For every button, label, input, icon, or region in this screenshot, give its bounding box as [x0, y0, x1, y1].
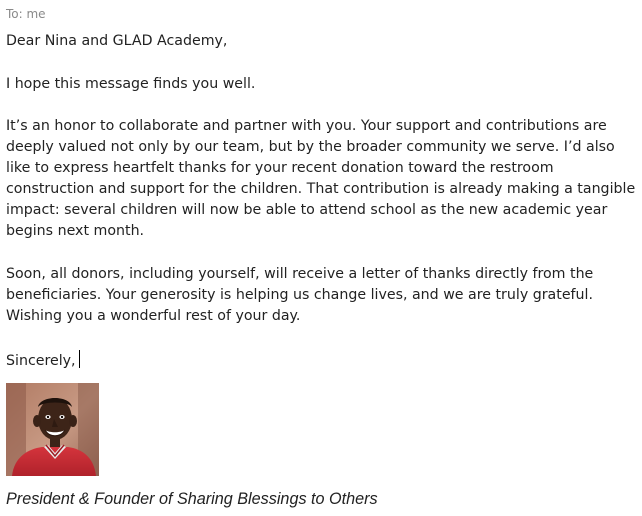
body-paragraph-2: Soon, all donors, including yourself, will receive a letter of thanks directly from the beneficiaries. Your generosity is helping us change lives, and we are truly grateful. Wishing you a wonderful rest of your day.	[6, 266, 594, 324]
intro-paragraph: I hope this message finds you well.	[6, 76, 256, 92]
closing-text: Sincerely,	[6, 353, 76, 369]
signature-title: President & Founder of Sharing Blessings to Others	[6, 490, 378, 508]
greeting: Dear Nina and GLAD Academy,	[6, 33, 228, 49]
closing-line[interactable]	[6, 350, 638, 372]
email-body[interactable]	[6, 0, 638, 516]
text-cursor	[79, 350, 80, 368]
person-photo	[6, 383, 99, 476]
body-paragraph-1: It’s an honor to collaborate and partner with you. Your support and contributions are deeply valued not only by our team, but by the broader community we serve. I’d also like to express heartfelt thanks for your recent donation toward the restroom construction and support for the children. That contribution is already making a tangible impact: several children will now be able to attend school as the new academic year begins next month.	[6, 118, 636, 239]
recipient-line: To: me	[6, 7, 46, 21]
